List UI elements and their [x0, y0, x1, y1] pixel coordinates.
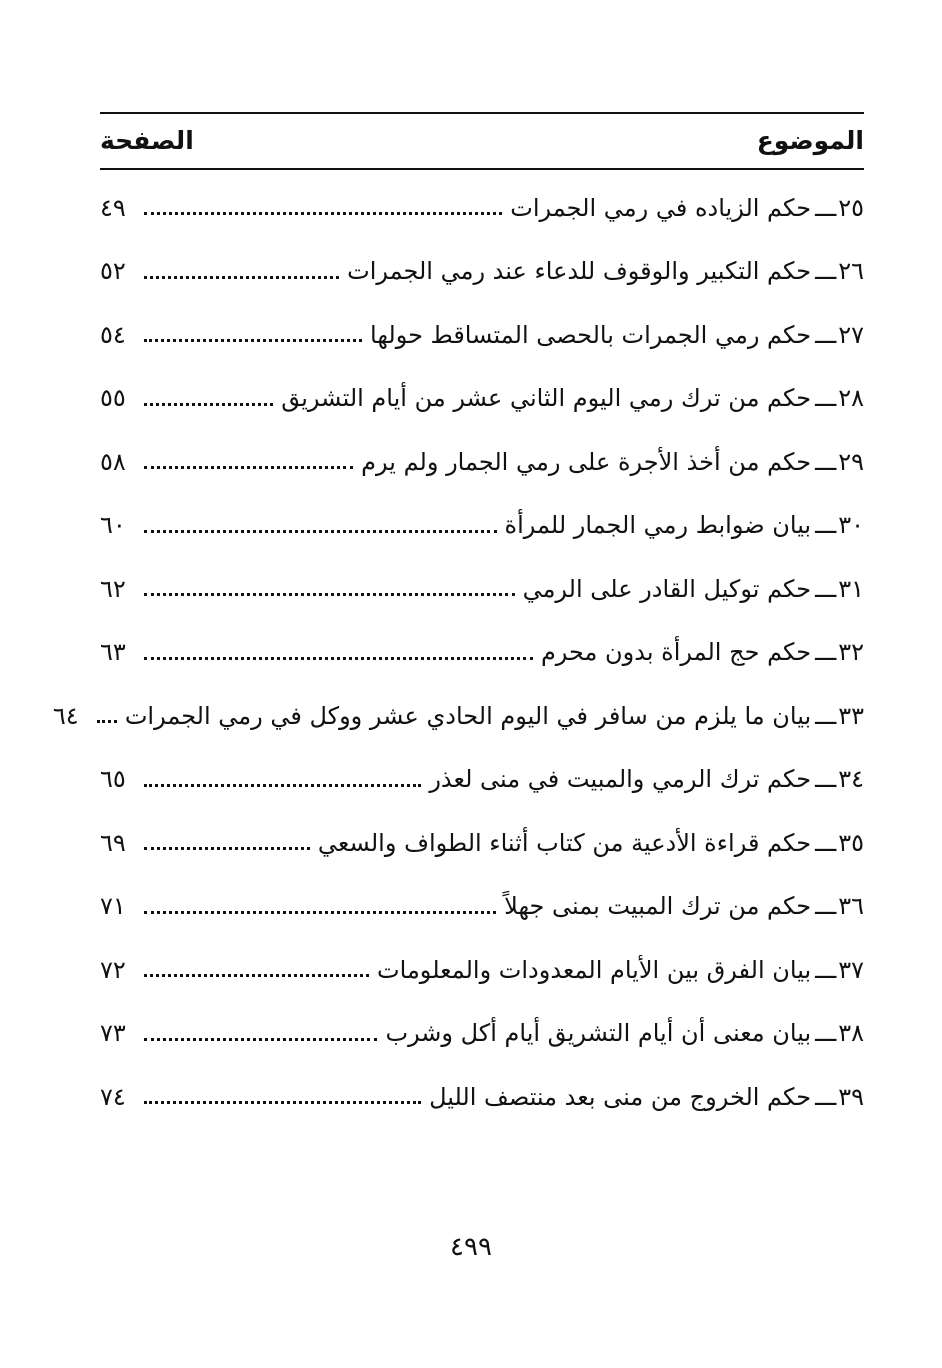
entry-title: حكم من ترك رمي اليوم الثاني عشر من أيام التشريق [281, 384, 812, 413]
entry-page-number: ٧٤ [100, 1082, 126, 1111]
dot-leader [144, 339, 362, 342]
toc-entry [100, 176, 864, 240]
entry-page-number: ٤٩ [100, 193, 126, 222]
entry-number: ٢٥ [838, 193, 864, 222]
entry-number: ٣٠ [838, 511, 864, 540]
dot-leader [144, 974, 369, 977]
toc-entry [100, 621, 864, 685]
toc-entry [100, 367, 864, 431]
entry-dash: ـــ [815, 447, 837, 476]
dot-leader [144, 530, 497, 533]
entry-page-number: ٥٨ [100, 447, 126, 476]
toc-entry [100, 430, 864, 494]
dot-leader [144, 212, 502, 215]
entry-dash: ـــ [815, 193, 837, 222]
entry-number: ٣٥ [838, 828, 864, 857]
entry-page-number: ٧٣ [100, 1019, 126, 1048]
toc-entry [100, 938, 864, 1002]
entry-page-number: ٧٢ [100, 955, 126, 984]
entry-dash: ـــ [815, 320, 837, 349]
entry-dash: ـــ [815, 384, 837, 413]
entry-title: بيان ضوابط رمي الجمار للمرأة [504, 511, 812, 540]
entry-number: ٣١ [838, 574, 864, 603]
entry-number: ٢٩ [838, 447, 864, 476]
entry-number: ٣٨ [838, 1019, 864, 1048]
page-column-label: الصفحة [100, 125, 194, 155]
toc-entry [100, 875, 864, 939]
entry-number: ٢٨ [838, 384, 864, 413]
dot-leader [97, 720, 117, 723]
dot-leader [144, 911, 496, 914]
dot-leader [144, 403, 273, 406]
entry-dash: ـــ [815, 955, 837, 984]
dot-leader [144, 1101, 421, 1104]
entry-title: بيان معنى أن أيام التشريق أيام أكل وشرب [385, 1019, 812, 1048]
entry-number: ٣٩ [838, 1082, 864, 1111]
entry-number: ٣٧ [838, 955, 864, 984]
entry-page-number: ٥٥ [100, 384, 126, 413]
entry-title: بيان الفرق بين الأيام المعدودات والمعلومات [377, 955, 812, 984]
entry-page-number: ٦٩ [100, 828, 126, 857]
entry-title: حكم حج المرأة بدون محرم [540, 638, 812, 667]
toc-entry [100, 303, 864, 367]
entry-dash: ـــ [815, 892, 837, 921]
entry-dash: ـــ [815, 1082, 837, 1111]
entry-number: ٣٤ [838, 765, 864, 794]
toc-entry [100, 811, 864, 875]
toc-header [100, 118, 864, 162]
entry-number: ٣٢ [838, 638, 864, 667]
entry-number: ٢٧ [838, 320, 864, 349]
entry-dash: ـــ [815, 701, 837, 730]
entry-page-number: ٦٥ [100, 765, 126, 794]
entry-page-number: ٦٣ [100, 638, 126, 667]
entry-dash: ـــ [815, 257, 837, 286]
dot-leader [144, 276, 339, 279]
entry-page-number: ٦٠ [100, 511, 126, 540]
dot-leader [144, 466, 353, 469]
toc-entry [100, 240, 864, 304]
entry-number: ٣٣ [838, 701, 864, 730]
dot-leader [144, 1038, 377, 1041]
entry-title: حكم الخروج من منى بعد منتصف الليل [429, 1082, 812, 1111]
header-top-rule [100, 112, 864, 114]
topic-column-label: الموضوع [756, 125, 864, 155]
entry-title: حكم ترك الرمي والمبيت في منى لعذر [429, 765, 812, 794]
entry-title: حكم من ترك المبيت بمنى جهلاً [504, 892, 812, 921]
dot-leader [144, 784, 421, 787]
entry-dash: ـــ [815, 574, 837, 603]
entry-number: ٢٦ [838, 257, 864, 286]
header-bottom-rule [100, 168, 864, 170]
entry-number: ٣٦ [838, 892, 864, 921]
toc-entry [100, 1065, 864, 1129]
toc-entry [52, 684, 864, 748]
entry-dash: ـــ [815, 638, 837, 667]
entry-dash: ـــ [815, 511, 837, 540]
entry-page-number: ٦٢ [100, 574, 126, 603]
entry-dash: ـــ [815, 1019, 837, 1048]
dot-leader [144, 593, 515, 596]
entry-title: بيان ما يلزم من سافر في اليوم الحادي عشر ووكل في رمي الجمرات [124, 701, 812, 730]
toc-entry [100, 557, 864, 621]
entry-title: حكم التكبير والوقوف للدعاء عند رمي الجمرات [347, 257, 812, 286]
toc-entry [100, 494, 864, 558]
entry-title: حكم رمي الجمرات بالحصى المتساقط حولها [370, 320, 812, 349]
entry-page-number: ٥٤ [100, 320, 126, 349]
entry-page-number: ٥٢ [100, 257, 126, 286]
entry-title: حكم الزياده في رمي الجمرات [510, 193, 812, 222]
toc-list [52, 176, 864, 1129]
page-number: ٤٩٩ [450, 1232, 492, 1262]
entry-page-number: ٦٤ [52, 701, 79, 730]
dot-leader [144, 657, 533, 660]
dot-leader [144, 847, 310, 850]
entry-dash: ـــ [815, 828, 837, 857]
toc-entry [100, 748, 864, 812]
entry-dash: ـــ [815, 765, 837, 794]
entry-title: حكم قراءة الأدعية من كتاب أثناء الطواف والسعي [317, 828, 812, 857]
entry-title: حكم توكيل القادر على الرمي [522, 574, 812, 603]
entry-page-number: ٧١ [100, 892, 126, 921]
toc-entry [100, 1002, 864, 1066]
entry-title: حكم من أخذ الأجرة على رمي الجمار ولم يرم [361, 447, 812, 476]
